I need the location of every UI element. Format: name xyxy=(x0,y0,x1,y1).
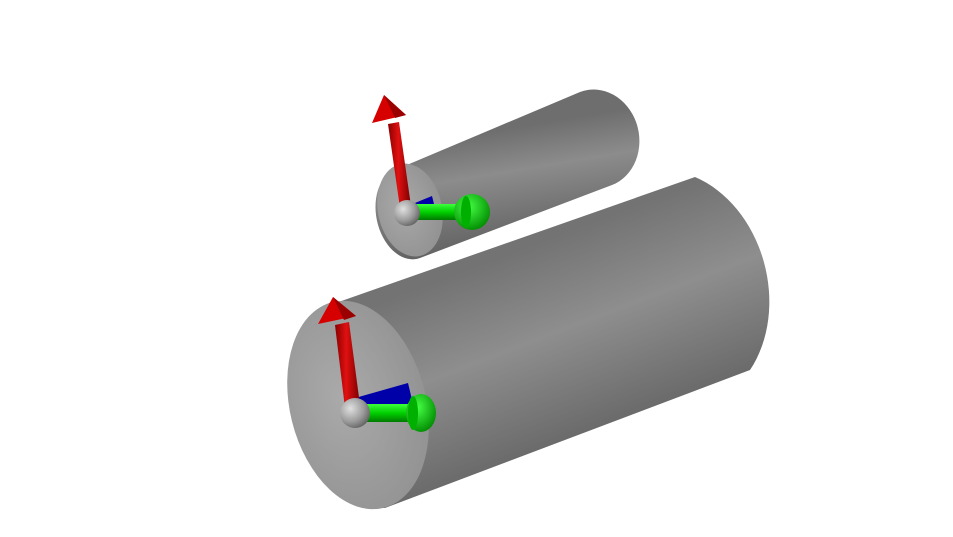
origin-sphere-large[interactable] xyxy=(340,398,370,428)
origin-sphere-small[interactable] xyxy=(394,200,420,226)
